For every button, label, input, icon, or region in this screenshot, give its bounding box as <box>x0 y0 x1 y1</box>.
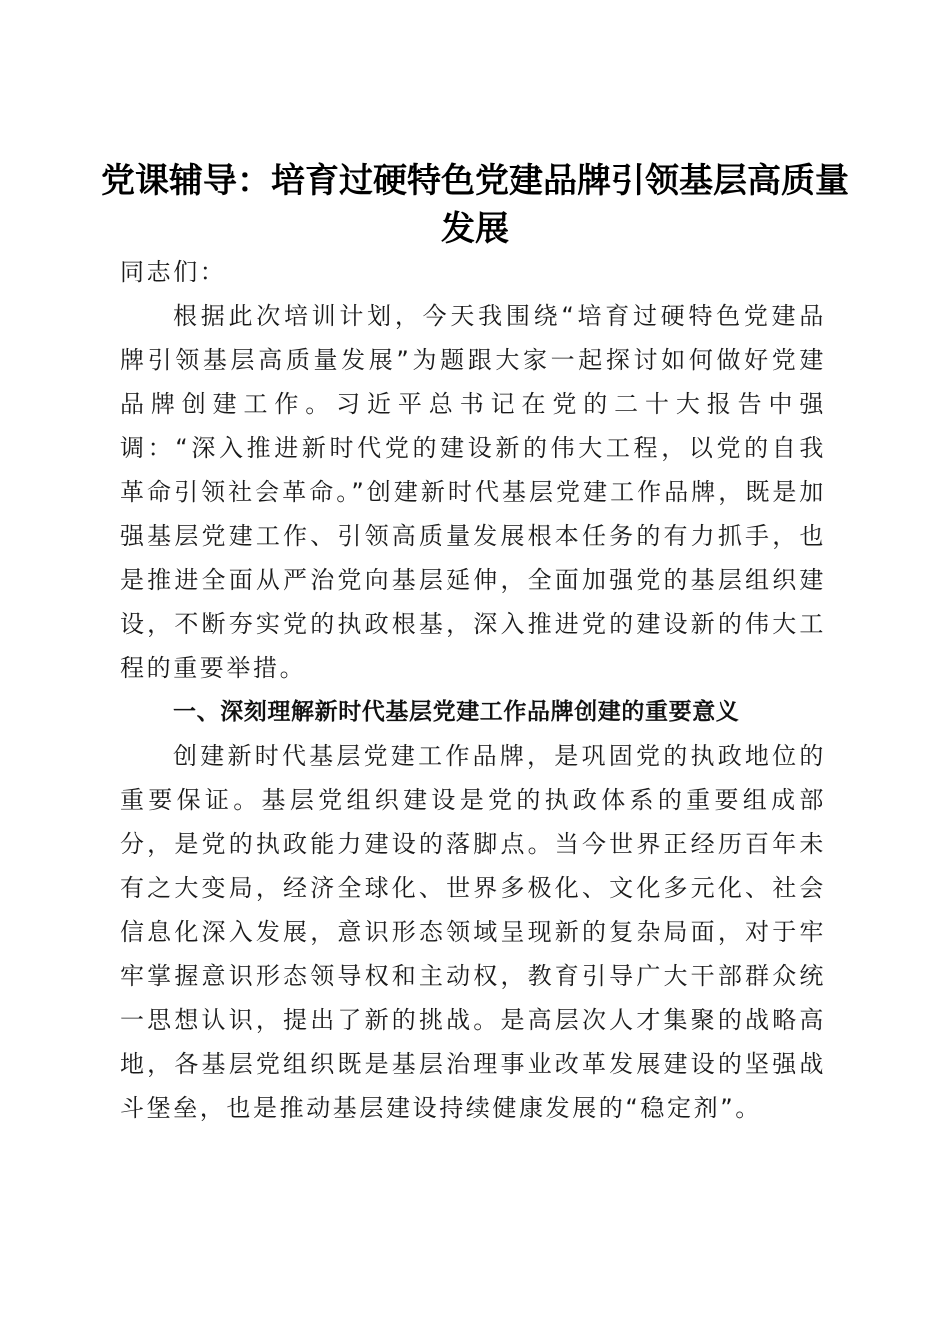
document-body <box>120 250 826 1130</box>
document-title: 党课辅导：培育过硬特色党建品牌引领基层高质量发展 <box>101 160 849 249</box>
section-heading-1: 一、深刻理解新时代基层党建工作品牌创建的重要意义 <box>173 699 740 725</box>
greeting: 同志们： <box>120 258 227 286</box>
paragraph-section-1: 创建新时代基层党建工作品牌，是巩固党的执政地位的重要保证。基层党组织建设是党的执政体系的重要组成部分，是党的执政能力建设的落脚点。当今世界正经历百年未有之大变局，经济全球化、世界多极化、文化多元化、社会信息化深入发展，意识形态领域呈现新的复杂局面，对于牢牢掌握意识形态领导权和主动权，教育引导广大干部群众统一思想认识，提出了新的挑战。是高层次人才集聚的战略高地，各基层党组织既是基层治理事业改革发展建设的坚强战斗堡垒，也是推动基层建设持续健康发展的“稳定剂”。 <box>120 742 826 1122</box>
paragraph-intro: 根据此次培训计划，今天我围绕“培育过硬特色党建品牌引领基层高质量发展”为题跟大家一起探讨如何做好党建品牌创建工作。习近平总书记在党的二十大报告中强调：“深入推进新时代党的建设新的伟大工程，以党的自我革命引领社会革命。”创建新时代基层党建工作品牌，既是加强基层党建工作、引领高质量发展根本任务的有力抓手，也是推进全面从严治党向基层延伸，全面加强党的基层组织建设，不断夯实党的执政根基，深入推进党的建设新的伟大工程的重要举措。 <box>120 302 826 682</box>
